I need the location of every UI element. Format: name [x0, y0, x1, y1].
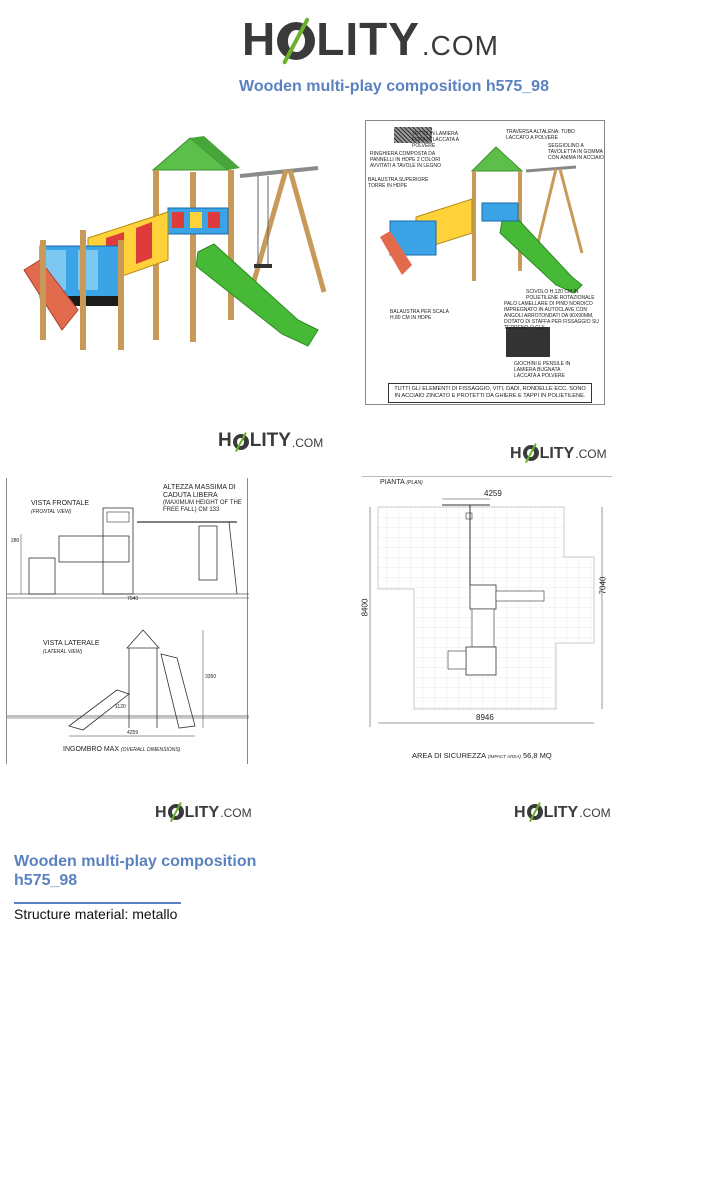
- elevation-lines: [7, 478, 249, 764]
- plan-bottom-dimension: 8946: [476, 713, 494, 722]
- free-fall-subtitle: (MAXIMUM HEIGHT OF THE FREE FALL) CM 133: [163, 500, 242, 513]
- label-railing: RINGHIERA COMPOSTA DA PANNELLI IN HDPE 2 COLORI AVVITATI A TAVOLE IN LEGNO: [370, 151, 441, 169]
- front-view-subtitle: (FRONTAL VIEW): [31, 509, 72, 515]
- side-view-subtitle: (LATERAL VIEW): [43, 649, 83, 655]
- free-fall-label: [163, 484, 247, 514]
- logo-o-icon: [233, 434, 249, 450]
- product-material: Structure material: metallo: [14, 906, 178, 922]
- label-roof: TETTO IN LAMIERA FORATA LACCATA A POLVERE: [412, 131, 459, 149]
- impact-area-subtitle: (IMPACT AREA): [487, 754, 521, 759]
- logo-text-com: .COM: [579, 806, 611, 820]
- impact-area-title: AREA DI SICUREZZA: [412, 751, 486, 760]
- logo-text-com: .COM: [291, 436, 324, 450]
- plan-title: PIANTA: [380, 479, 405, 486]
- label-seat: SEGGIOLINO A TAVOLETTA IN GOMMA CON ANIMA IN ACCIAIO: [548, 143, 604, 161]
- plan-left-dimension: 8400: [360, 598, 370, 617]
- label-crossbar: TRAVERSA ALTALENA: TUBO LACCATO A POLVERE: [506, 129, 575, 141]
- label-slide: SCIVOLO H.120 CM IN POLIETILENE ROTAZIONALE: [526, 289, 595, 301]
- front-height-dimension: 280: [11, 538, 20, 544]
- holity-logo-small[interactable]: [510, 441, 607, 463]
- product-render-image[interactable]: [18, 120, 338, 360]
- logo-text-com: .COM: [220, 806, 252, 820]
- impact-area-label: [412, 751, 552, 760]
- elevation-views-drawing[interactable]: [6, 478, 248, 764]
- front-view-title: VISTA FRONTALE: [31, 500, 90, 507]
- label-panel: GIOCHINI E PENSILE IN LAMIERA BUGNATA LACCATA A POLVERE: [514, 361, 571, 379]
- logo-o-icon: [523, 445, 539, 461]
- logo-text-h: H: [510, 445, 522, 462]
- side-view-title: VISTA LATERALE: [43, 640, 100, 647]
- technical-spec-render: [376, 141, 596, 371]
- free-fall-title: ALTEZZA MASSIMA DI CADUTA LIBERA: [163, 484, 236, 499]
- logo-text-lity: LITY: [543, 804, 579, 821]
- logo-text-lity: LITY: [316, 13, 420, 65]
- overall-subtitle: (OVERALL DIMENSIONS): [120, 747, 181, 753]
- front-view-label: [31, 500, 89, 516]
- label-posts: PALO LAMELLARE DI PINO NORDICO IMPREGNATO IN AUTOCLAVE CON ANGOLI ARROTONDATI DA 90X90MM, DOTATO DI STAFFA PER FISSAGGIO SU TERRENO O CLS: [504, 301, 599, 331]
- product-title: Wooden multi-play composition h575_98: [14, 853, 257, 889]
- logo-text-h: H: [242, 13, 277, 65]
- side-width-dimension: 4259: [127, 730, 139, 736]
- logo-text-lity: LITY: [184, 804, 220, 821]
- logo-o-icon: [168, 804, 184, 820]
- impact-area-value: 56,8 MQ: [522, 751, 552, 760]
- label-stair-balustrade: BALAUSTRA PER SCALA H.80 CM IN HDPE: [390, 309, 449, 321]
- logo-text-h: H: [155, 804, 167, 821]
- overall-title: INGOMBRO MAX: [63, 746, 120, 753]
- logo-o-icon: [277, 22, 315, 60]
- label-balustrade-top: BALAUSTRA SUPERIORE TORRE IN HDPE: [368, 177, 429, 189]
- logo-o-icon: [527, 804, 543, 820]
- logo-text-com: .COM: [575, 447, 607, 461]
- slide-height-dimension: 1120: [115, 704, 126, 710]
- plan-right-dimension: 7040: [598, 576, 608, 595]
- logo-text-com: .COM: [421, 30, 500, 61]
- plan-subtitle: (PLAN): [406, 480, 423, 486]
- fastening-footnote: TUTTI GLI ELEMENTI DI FISSAGGIO, VITI, DADI, RONDELLE ECC. SONO IN ACCIAIO ZINCATO E PROTETTI DA GHIERE E TAPPI IN POLIETILENE.: [388, 383, 592, 403]
- plan-outline: [362, 477, 612, 767]
- logo-text-h: H: [218, 430, 232, 451]
- front-width-dimension: 7040: [127, 596, 139, 602]
- holity-logo-small[interactable]: [218, 430, 323, 452]
- logo-text-h: H: [514, 804, 526, 821]
- title-divider: [14, 902, 181, 904]
- side-height-dimension: 3350: [205, 674, 217, 680]
- holity-logo-small[interactable]: [155, 800, 252, 822]
- playground-render-drawing: [18, 120, 338, 360]
- logo-text-lity: LITY: [539, 445, 575, 462]
- overall-dimensions-label: [63, 746, 180, 754]
- logo-text-lity: LITY: [249, 430, 291, 451]
- plan-top-dimension: 4259: [484, 489, 502, 498]
- holity-logo-small[interactable]: [514, 800, 611, 822]
- plan-view-drawing[interactable]: [362, 476, 612, 766]
- page-title: Wooden multi-play composition h575_98: [239, 78, 549, 95]
- side-view-label: [43, 640, 100, 656]
- holity-logo[interactable]: [242, 14, 499, 66]
- technical-spec-drawing[interactable]: [365, 120, 605, 405]
